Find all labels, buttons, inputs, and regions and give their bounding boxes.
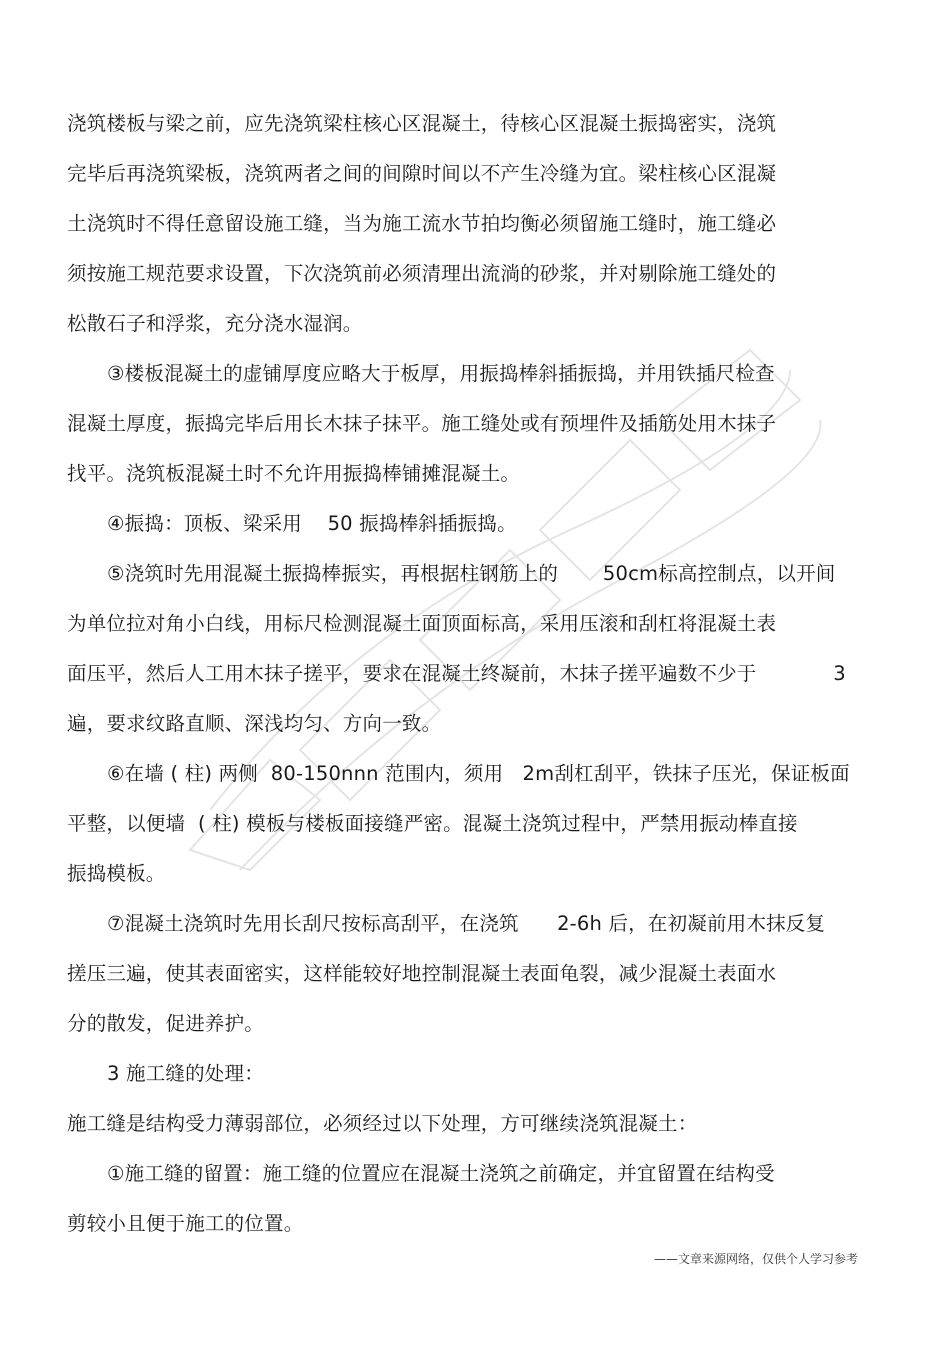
text-line: 分的散发，促进养护。: [67, 1012, 265, 1035]
footer-note: ——文章来源网络，仅供个人学习参考: [653, 1252, 858, 1266]
text-line: ⑦混凝土浇筑时先用长刮尺按标高刮平，在浇筑 2-6h 后，在初凝前用木抹反复: [107, 912, 826, 935]
text-line: ①施工缝的留置：施工缝的位置应在混凝土浇筑之前确定，并宜留置在结构受: [107, 1162, 775, 1185]
text-line: ④振捣：顶板、梁采用 50 振捣棒斜插振捣。: [107, 512, 517, 535]
text-line: 土浇筑时不得任意留设施工缝，当为施工流水节拍均衡必须留施工缝时，施工缝必: [67, 212, 777, 235]
text-line: 剪较小且便于施工的位置。: [67, 1212, 304, 1235]
text-line: ③楼板混凝土的虚铺厚度应略大于板厚，用振捣棒斜插振捣，并用铁插尺检查: [107, 362, 775, 385]
text-line: ⑤浇筑时先用混凝土振捣棒振实，再根据柱钢筋上的 50cm标高控制点，以开间: [107, 562, 836, 585]
text-line: 施工缝是结构受力薄弱部位，必须经过以下处理，方可继续浇筑混凝土：: [67, 1112, 698, 1135]
text-line: 遍，要求纹路直顺、深浅均匀、方向一致。: [67, 712, 442, 735]
section-heading: 3 施工缝的处理：: [107, 1062, 264, 1085]
text-line: 混凝土厚度，振捣完毕后用长木抹子抹平。施工缝处或有预埋件及插筋处用木抹子: [67, 412, 777, 435]
text-line: 松散石子和浮浆，充分浇水湿润。: [67, 312, 363, 335]
text-line: 须按施工规范要求设置，下次浇筑前必须清理出流淌的砂浆，并对剔除施工缝处的: [67, 262, 777, 285]
text-line: 面压平，然后人工用木抹子搓平，要求在混凝土终凝前，木抹子搓平遍数不少于 3: [67, 662, 846, 685]
text-line: 振捣模板。: [67, 862, 166, 885]
text-line: ⑥在墙 ( 柱) 两侧 80-150nnn 范围内，须用 2m刮杠刮平，铁抹子压光，保证板面: [107, 762, 850, 785]
text-line: 为单位拉对角小白线，用标尺检测混凝土面顶面标高，采用压滚和刮杠将混凝土表: [67, 612, 777, 635]
text-line: 完毕后再浇筑梁板，浇筑两者之间的间隙时间以不产生冷缝为宜。梁柱核心区混凝: [67, 162, 777, 185]
text-line: 找平。浇筑板混凝土时不允许用振捣棒铺摊混凝土。: [67, 462, 521, 485]
text-line: 平整，以便墙 ( 柱) 模板与楼板面接缝严密。混凝土浇筑过程中，严禁用振动棒直接: [67, 812, 798, 835]
text-line: 浇筑楼板与梁之前，应先浇筑梁柱核心区混凝土，待核心区混凝土振捣密实，浇筑: [67, 112, 777, 135]
text-line: 搓压三遍，使其表面密实，这样能较好地控制混凝土表面龟裂，减少混凝土表面水: [67, 962, 777, 985]
